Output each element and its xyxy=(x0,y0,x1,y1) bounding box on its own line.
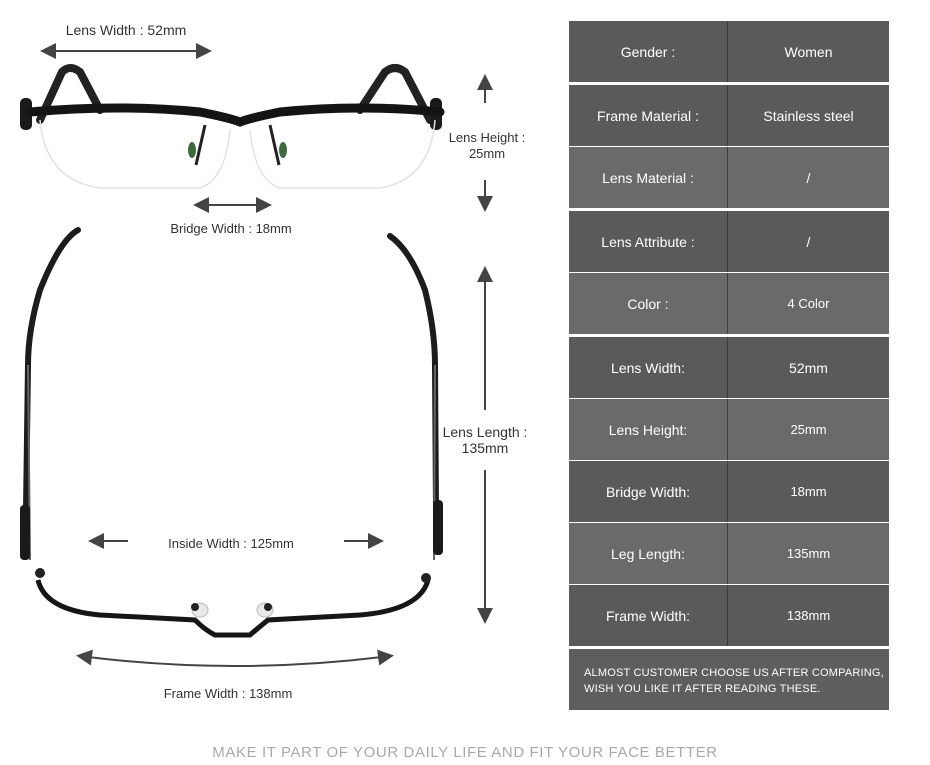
spec-row-frame-material xyxy=(569,85,889,147)
spec-row-lens-material xyxy=(569,147,889,211)
spec-row-lens-height xyxy=(569,399,889,461)
spec-label: Color : xyxy=(569,273,728,334)
spec-row-frame-width xyxy=(569,585,889,649)
footer-slogan: MAKE IT PART OF YOUR DAILY LIFE AND FIT YOUR FACE BETTER xyxy=(212,744,718,761)
lens-height-label: Lens Height : xyxy=(448,130,526,145)
customer-note-line2: WISH YOU LIKE IT AFTER READING THESE. xyxy=(584,683,821,695)
glasses-top-view xyxy=(20,230,443,635)
frame-width-arrow xyxy=(80,656,390,666)
spec-row-leg-length xyxy=(569,523,889,585)
customer-note-line1: ALMOST CUSTOMER CHOOSE US AFTER COMPARING, xyxy=(584,667,884,679)
spec-value: Women xyxy=(784,43,833,60)
spec-label: Frame Material : xyxy=(569,85,728,146)
spec-row-bridge-width xyxy=(569,461,889,523)
spec-label: Lens Width: xyxy=(569,337,728,398)
spec-label: Lens Attribute : xyxy=(569,211,728,272)
spec-row-gender xyxy=(569,21,889,85)
spec-row-lens-width xyxy=(569,337,889,399)
glasses-front-view xyxy=(20,68,442,188)
spec-label: Lens Height: xyxy=(569,399,728,460)
spec-value: / xyxy=(806,169,811,186)
lens-width-label: Lens Width : 52mm xyxy=(65,22,187,38)
spec-row-color xyxy=(569,273,889,337)
customer-note xyxy=(569,649,889,710)
spec-value: Stainless steel xyxy=(763,107,854,124)
spec-label: Bridge Width: xyxy=(569,461,728,522)
spec-label: Leg Length: xyxy=(569,523,728,584)
lens-height-value: 25mm xyxy=(468,146,506,161)
spec-row-lens-attribute xyxy=(569,211,889,273)
spec-value: 18mm xyxy=(790,484,827,499)
spec-value: 52mm xyxy=(789,359,828,376)
bridge-width-label: Bridge Width : 18mm xyxy=(170,221,292,236)
spec-label: Lens Material : xyxy=(569,147,728,208)
frame-width-label: Frame Width : 138mm xyxy=(163,686,293,701)
spec-value: 138mm xyxy=(786,608,831,623)
spec-value: 25mm xyxy=(790,422,827,437)
lens-length-label: Lens Length : xyxy=(442,424,528,440)
spec-value: / xyxy=(806,233,811,250)
spec-label: Frame Width: xyxy=(569,585,728,646)
spec-value: 4 Color xyxy=(787,296,830,311)
spec-value: 135mm xyxy=(786,546,831,561)
spec-label: Gender : xyxy=(569,21,728,82)
lens-length-value: 135mm xyxy=(461,440,509,456)
inside-width-label: Inside Width : 125mm xyxy=(168,536,294,551)
spec-table xyxy=(569,21,889,710)
